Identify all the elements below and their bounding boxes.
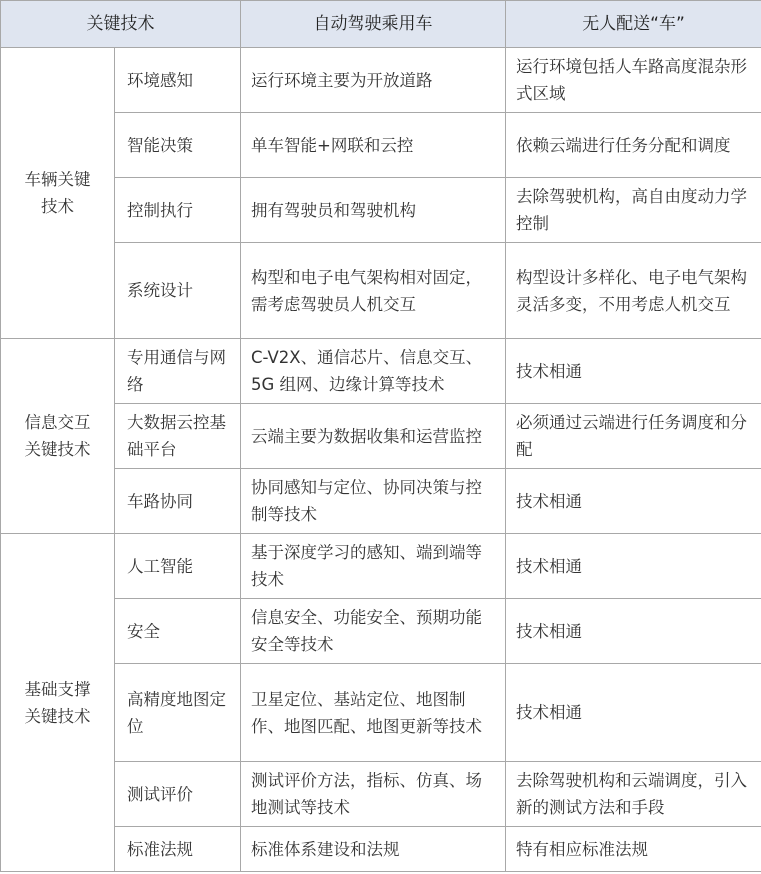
table-row [1,243,761,339]
item-cell: 车路协同 [115,469,241,534]
car-cell: 基于深度学习的感知、端到端等技术 [241,534,506,599]
group-label-info [1,339,115,534]
car-cell: 测试评价方法，指标、仿真、场地测试等技术 [241,762,506,827]
delivery-cell: 特有相应标准法规 [506,827,761,872]
table-row [1,48,761,113]
delivery-cell: 去除驾驶机构，高自由度动力学控制 [506,178,761,243]
item-cell: 智能决策 [115,113,241,178]
table-row [1,178,761,243]
car-cell: 云端主要为数据收集和运营监控 [241,404,506,469]
item-cell: 标准法规 [115,827,241,872]
table-row [1,339,761,404]
header-autonomous-car: 自动驾驶乘用车 [241,1,506,48]
car-cell: C-V2X、通信芯片、信息交互、5G 组网、边缘计算等技术 [241,339,506,404]
car-cell: 拥有驾驶员和驾驶机构 [241,178,506,243]
table-row [1,827,761,872]
delivery-cell: 构型设计多样化、电子电气架构灵活多变，不用考虑人机交互 [506,243,761,339]
table-row [1,762,761,827]
delivery-cell: 技术相通 [506,469,761,534]
delivery-cell: 技术相通 [506,339,761,404]
group-label-text: 车辆关键 技术 [24,170,91,216]
item-cell: 系统设计 [115,243,241,339]
item-cell: 高精度地图定位 [115,664,241,762]
group-label-vehicle [1,48,115,339]
delivery-cell: 技术相通 [506,534,761,599]
item-cell: 专用通信与网络 [115,339,241,404]
table-row [1,534,761,599]
delivery-cell: 去除驾驶机构和云端调度，引入新的测试方法和手段 [506,762,761,827]
table-row [1,404,761,469]
group-label-text: 信息交互 关键技术 [24,413,91,459]
delivery-cell: 依赖云端进行任务分配和调度 [506,113,761,178]
delivery-cell: 运行环境包括人车路高度混杂形式区域 [506,48,761,113]
header-delivery-vehicle: 无人配送“车” [506,1,761,48]
item-cell: 控制执行 [115,178,241,243]
item-cell: 环境感知 [115,48,241,113]
car-cell: 卫星定位、基站定位、地图制作、地图匹配、地图更新等技术 [241,664,506,762]
item-cell: 人工智能 [115,534,241,599]
car-cell: 协同感知与定位、协同决策与控制等技术 [241,469,506,534]
item-cell: 安全 [115,599,241,664]
car-cell: 信息安全、功能安全、预期功能安全等技术 [241,599,506,664]
table-row [1,113,761,178]
delivery-cell: 必须通过云端进行任务调度和分配 [506,404,761,469]
group-label-text: 基础支撑 关键技术 [24,679,91,726]
table-row [1,664,761,762]
item-cell: 测试评价 [115,762,241,827]
delivery-cell: 技术相通 [506,664,761,762]
header-key-tech: 关键技术 [1,1,241,48]
car-cell: 标准体系建设和法规 [241,827,506,872]
delivery-cell: 技术相通 [506,599,761,664]
item-cell: 大数据云控基础平台 [115,404,241,469]
car-cell: 构型和电子电气架构相对固定，需考虑驾驶员人机交互 [241,243,506,339]
table-row [1,599,761,664]
car-cell: 运行环境主要为开放道路 [241,48,506,113]
car-cell: 单车智能+网联和云控 [241,113,506,178]
header-row [1,1,761,48]
group-label-foundation [1,534,115,872]
table-row [1,469,761,534]
